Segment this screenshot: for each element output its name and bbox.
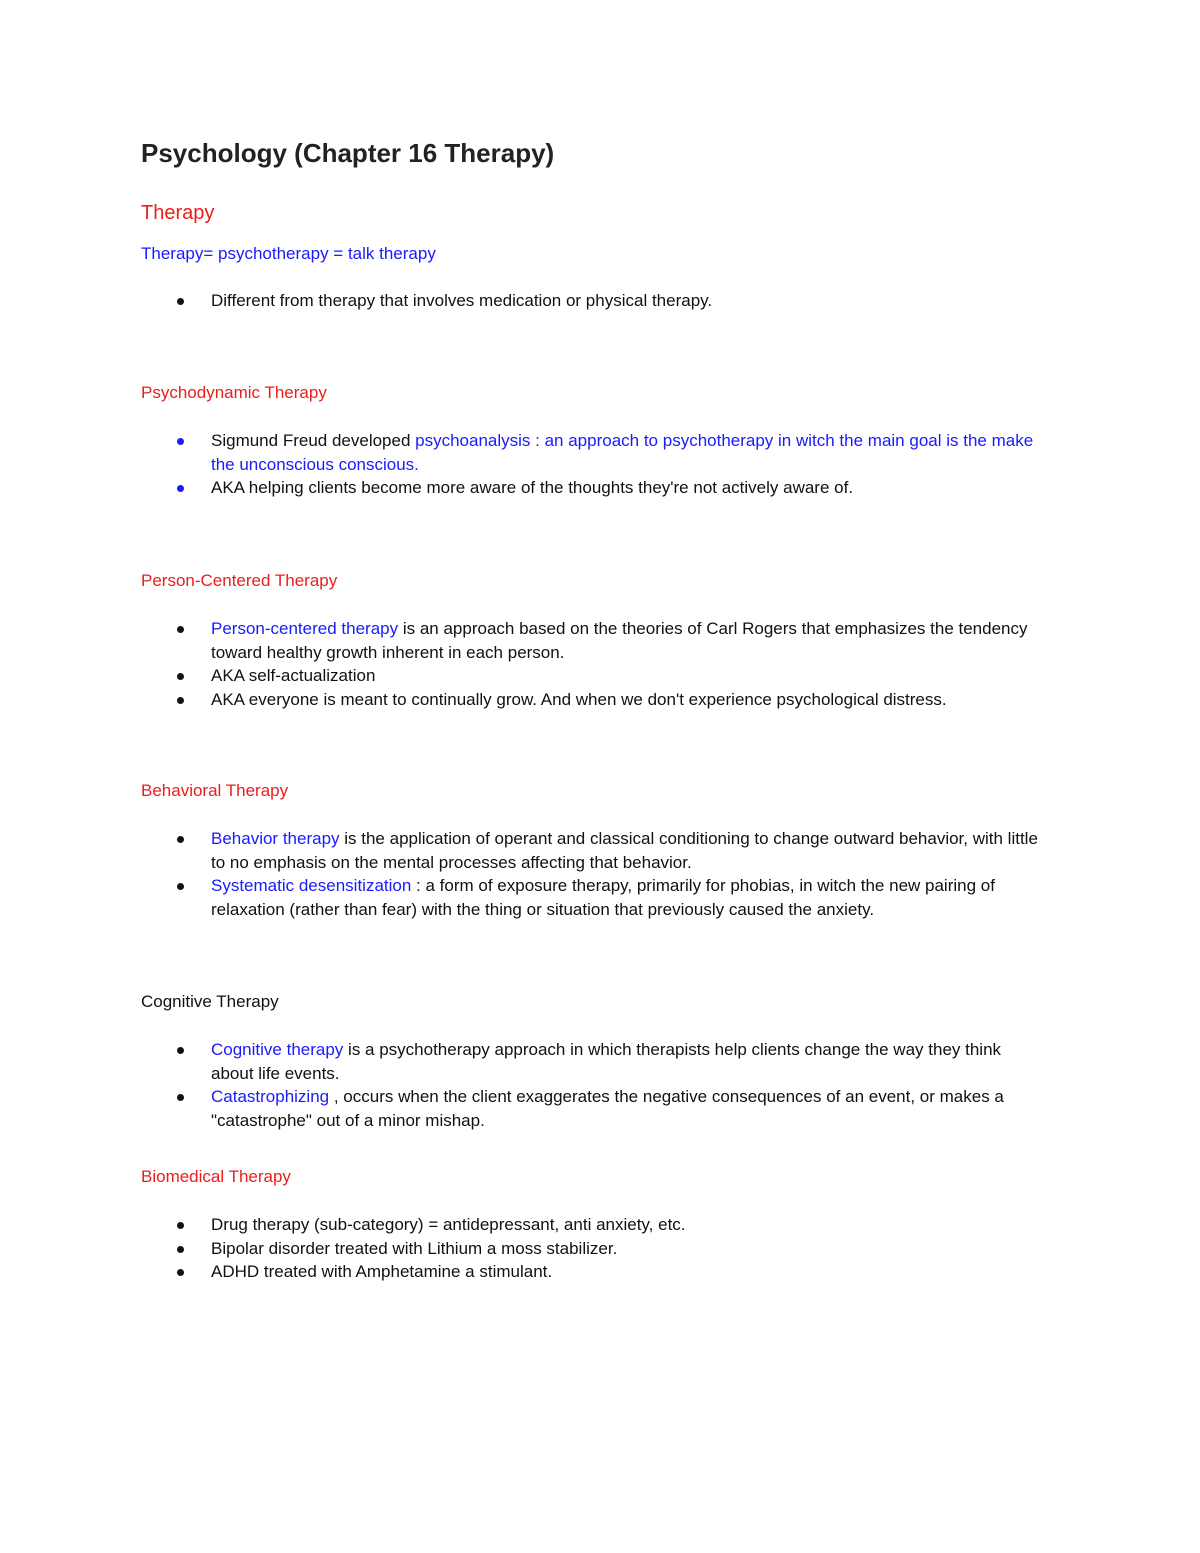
biomedical-list: [0, 1213, 1046, 1284]
psychodynamic-list: [0, 429, 1046, 500]
list-item: Bipolar disorder treated with Lithium a moss stabilizer.: [0, 1237, 1046, 1261]
therapy-list: [0, 289, 1046, 313]
term-systematic-desensitization: Systematic desensitization: [211, 876, 412, 895]
bullet-icon: [177, 1269, 184, 1276]
bullet-icon: [177, 485, 184, 492]
behavioral-heading: Behavioral Therapy: [141, 781, 289, 800]
bullet-icon: [177, 883, 184, 890]
bullet-icon: [177, 1094, 184, 1101]
bullet-icon: [177, 836, 184, 843]
bullet-icon: [177, 673, 184, 680]
list-item: AKA everyone is meant to continually grow. And when we don't experience psychological distress.: [0, 688, 1046, 712]
cognitive-list: [0, 1038, 1046, 1132]
bullet-icon: [177, 298, 184, 305]
person-centered-list: [0, 617, 1046, 711]
list-item: Sigmund Freud developed psychoanalysis : an approach to psychotherapy in witch the main goal is the make the unconscious conscious.: [0, 429, 1046, 476]
list-item: Cognitive therapy is a psychotherapy approach in which therapists help clients change the way they think about life events.: [0, 1038, 1046, 1085]
list-item: ADHD treated with Amphetamine a stimulant.: [0, 1260, 1046, 1284]
cognitive-heading: Cognitive Therapy: [141, 992, 279, 1011]
biomedical-heading: Biomedical Therapy: [141, 1167, 291, 1186]
list-item: AKA self-actualization: [0, 664, 1046, 688]
bullet-icon: [177, 1246, 184, 1253]
bullet-icon: [177, 697, 184, 704]
list-item: Catastrophizing , occurs when the client exaggerates the negative consequences of an event, or makes a "catastrophe" out of a minor mishap.: [0, 1085, 1046, 1132]
behavioral-list: [0, 827, 1046, 921]
list-item: AKA helping clients become more aware of the thoughts they're not actively aware of.: [0, 476, 1046, 500]
term-catastrophizing: Catastrophizing: [211, 1087, 330, 1106]
list-item: Person-centered therapy is an approach based on the theories of Carl Rogers that emphasizes the tendency toward healthy growth inherent in each person.: [0, 617, 1046, 664]
bullet-icon: [177, 1047, 184, 1054]
therapy-definition: Therapy= psychotherapy = talk therapy: [141, 244, 436, 263]
bullet-icon: [177, 626, 184, 633]
term-psychoanalysis: psychoanalysis : an approach to psychotherapy in witch the main goal is the make the unconscious conscious.: [211, 431, 1034, 474]
term-behavior-therapy: Behavior therapy: [211, 829, 340, 848]
list-item: Drug therapy (sub-category) = antidepressant, anti anxiety, etc.: [0, 1213, 1046, 1237]
page-title: Psychology (Chapter 16 Therapy): [141, 138, 555, 168]
therapy-heading: Therapy: [141, 202, 215, 224]
psychodynamic-heading: Psychodynamic Therapy: [141, 383, 327, 402]
person-centered-heading: Person-Centered Therapy: [141, 571, 338, 590]
bullet-icon: [177, 1222, 184, 1229]
bullet-icon: [177, 438, 184, 445]
list-item: Different from therapy that involves medication or physical therapy.: [0, 289, 1046, 313]
term-person-centered: Person-centered therapy: [211, 619, 399, 638]
term-cognitive-therapy: Cognitive therapy: [211, 1040, 344, 1059]
list-item: Systematic desensitization : a form of exposure therapy, primarily for phobias, in witch the new pairing of relaxation (rather than fear) with the thing or situation that previously caused the anxiety.: [0, 874, 1046, 921]
list-item: Behavior therapy is the application of operant and classical conditioning to change outward behavior, with little to no emphasis on the mental processes affecting that behavior.: [0, 827, 1046, 874]
